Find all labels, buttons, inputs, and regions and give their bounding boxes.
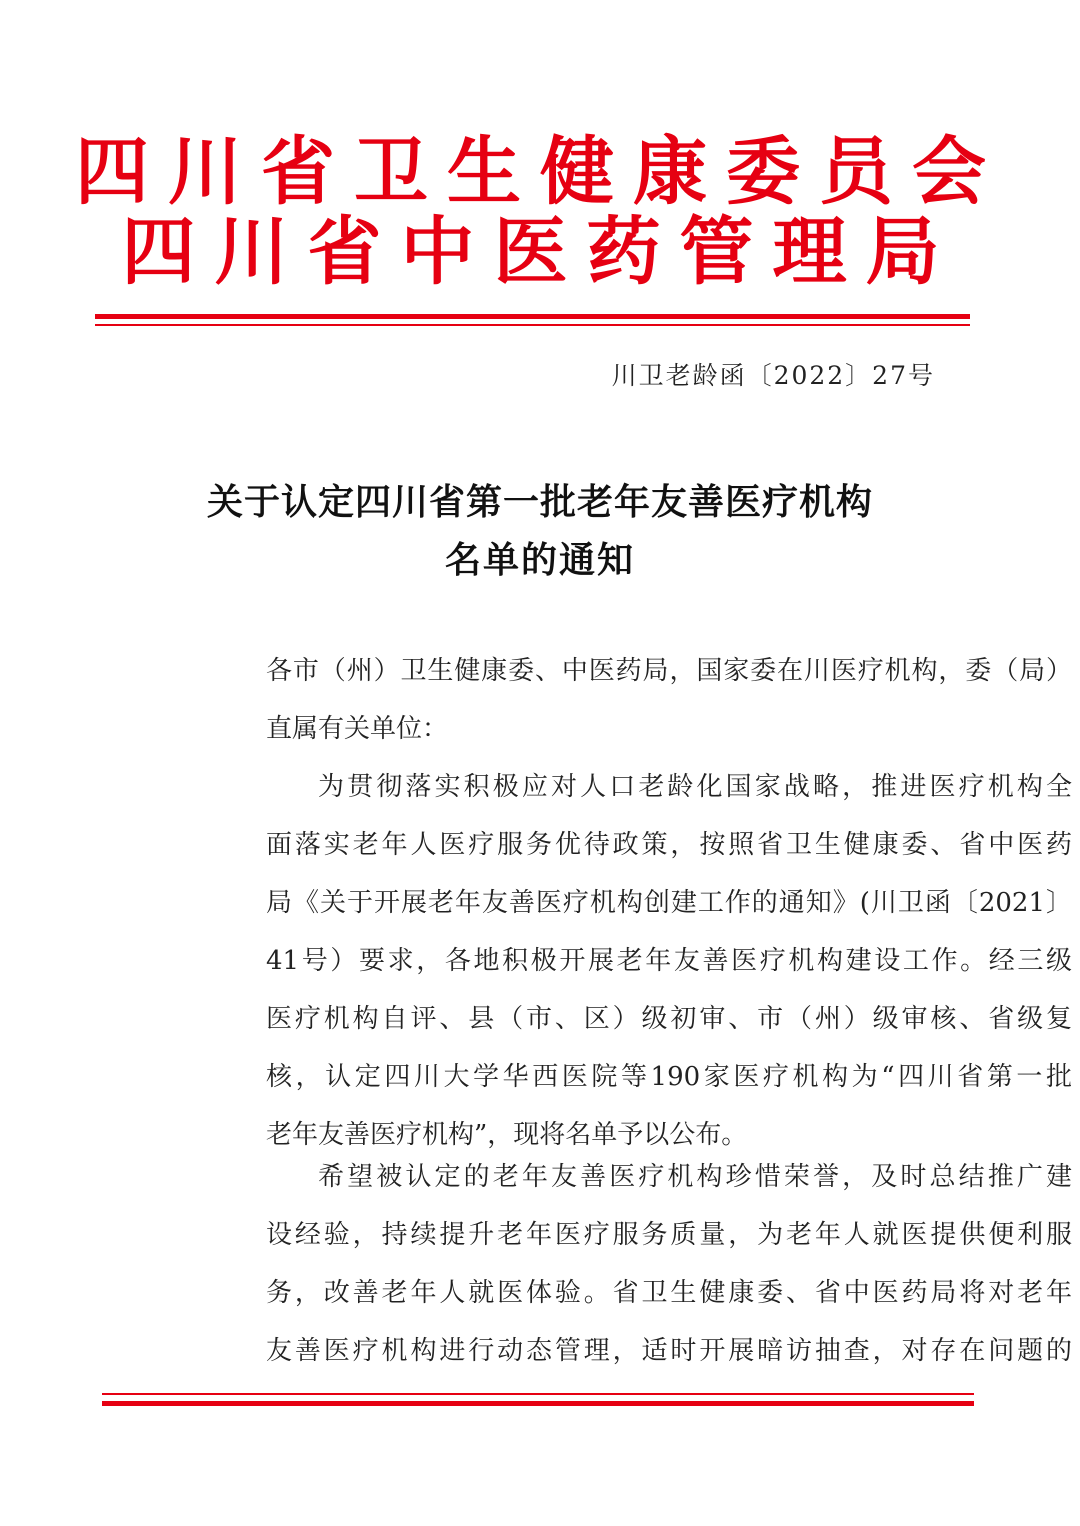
issuer-name-health-commission: 四川省卫生健康委员会 <box>75 129 1005 215</box>
footer-divider-thick <box>102 1401 974 1406</box>
paragraph-1 <box>266 758 1072 1164</box>
salutation-line: 各市（州）卫生健康委、中医药局，国家委在川医疗机构，委（局） <box>266 656 1072 686</box>
document-title-line-1: 关于认定四川省第一批老年友善医疗机构 <box>206 481 873 523</box>
paragraph-line: 友善医疗机构进行动态管理，适时开展暗访抽查，对存在问题的 <box>266 1336 1072 1366</box>
paragraph-line: 局《关于开展老年友善医疗机构创建工作的通知》(川卫函〔2021〕 <box>266 888 1072 918</box>
paragraph-line: 41号）要求，各地积极开展老年友善医疗机构建设工作。经三级 <box>266 946 1072 976</box>
salutation-line: 直属有关单位： <box>266 714 449 744</box>
paragraph-line: 希望被认定的老年友善医疗机构珍惜荣誉，及时总结推广建 <box>318 1162 1072 1192</box>
header-divider-thin <box>95 324 970 326</box>
paragraph-line: 务，改善老年人就医体验。省卫生健康委、省中医药局将对老年 <box>266 1278 1072 1308</box>
paragraph-line: 核，认定四川大学华西医院等190家医疗机构为“四川省第一批 <box>266 1062 1072 1092</box>
salutation <box>266 642 1072 758</box>
paragraph-line: 老年友善医疗机构”，现将名单予以公布。 <box>266 1120 748 1150</box>
paragraph-line: 医疗机构自评、县（市、区）级初审、市（州）级审核、省级复 <box>266 1004 1072 1034</box>
paragraph-line: 为贯彻落实积极应对人口老龄化国家战略，推进医疗机构全 <box>318 772 1072 802</box>
footer-divider-thin <box>102 1393 974 1395</box>
paragraph-line: 面落实老年人医疗服务优待政策，按照省卫生健康委、省中医药 <box>266 830 1072 860</box>
issuer-name-tcm-bureau: 四川省中医药管理局 <box>121 209 959 295</box>
header-divider-thick <box>95 314 970 319</box>
paragraph-line: 设经验，持续提升老年医疗服务质量，为老年人就医提供便利服 <box>266 1220 1072 1250</box>
paragraph-2 <box>266 1148 1072 1380</box>
document-title-line-2: 名单的通知 <box>444 539 635 581</box>
document-number: 川卫老龄函〔2022〕27号 <box>611 361 935 390</box>
